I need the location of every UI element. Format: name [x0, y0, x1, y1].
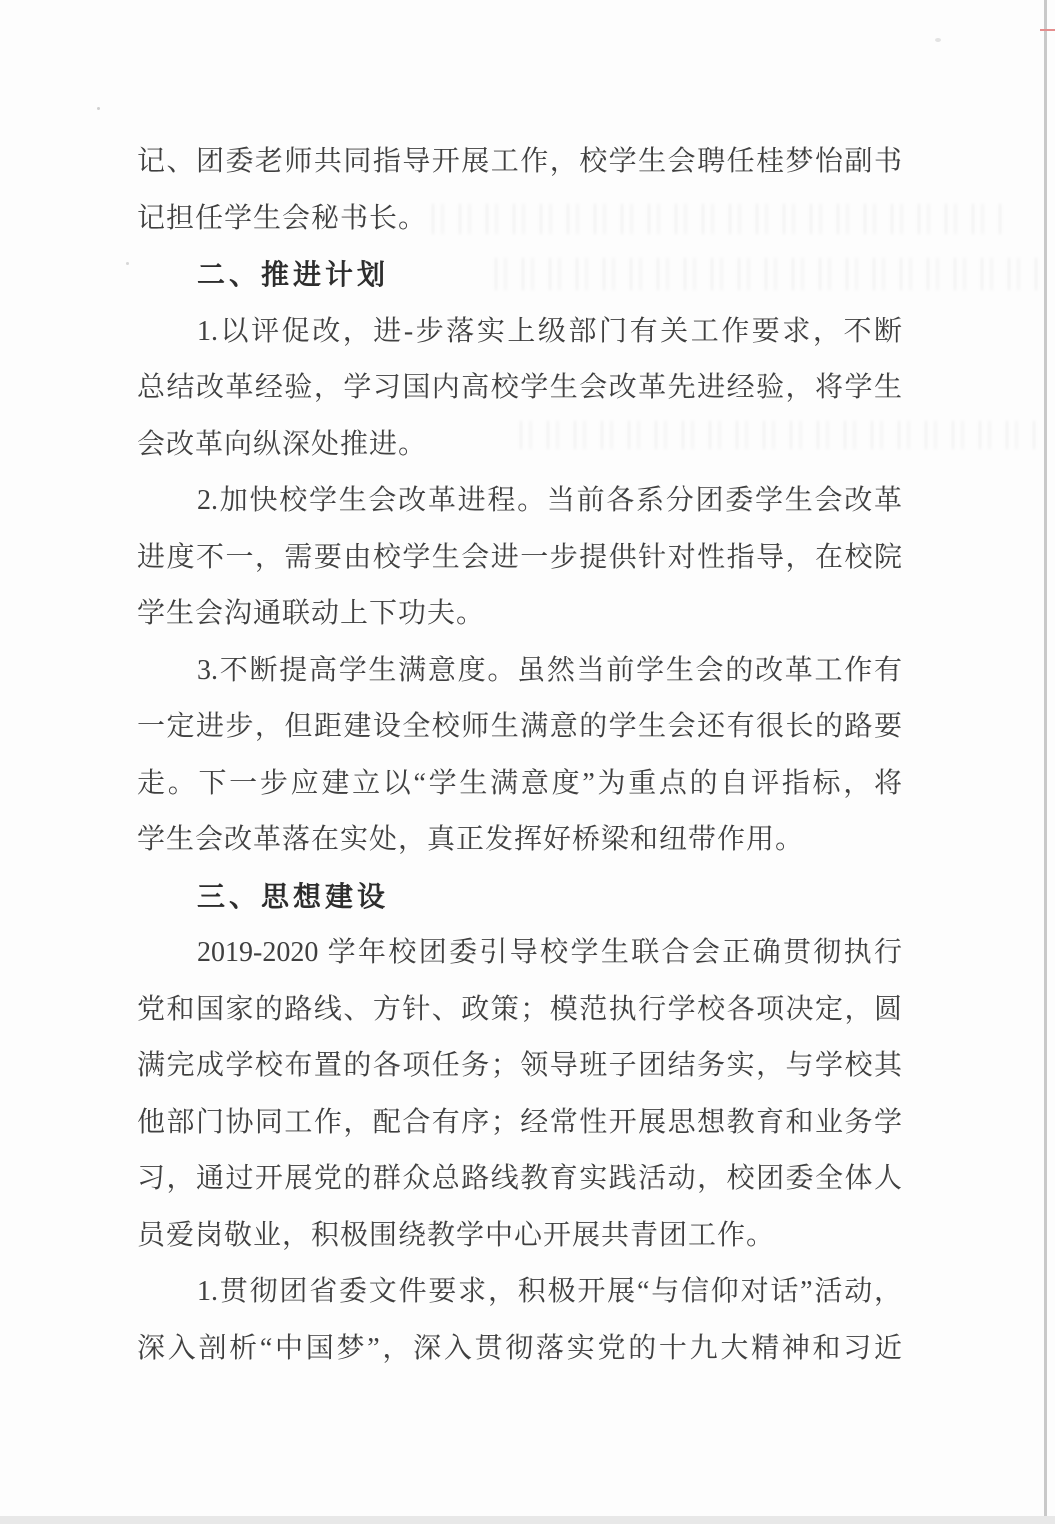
text-line: 二、推进计划 [197, 259, 390, 290]
text-line: 深入剖析“中国梦”，深入贯彻落实党的十九大精神和习近 [137, 1332, 902, 1364]
document-text-block [137, 134, 902, 1377]
text-line: 学生会改革落在实处，真正发挥好桥梁和纽带作用。 [137, 824, 805, 855]
text-line: 三、思想建设 [197, 880, 390, 912]
scan-speck [126, 262, 129, 265]
text-line: 党和国家的路线、方针、政策；模范执行学校各项决定，圆 [137, 993, 902, 1025]
scanner-bottom-edge [0, 1516, 1055, 1524]
text-line: 3.不断提高学生满意度。虽然当前学生会的改革工作有 [197, 654, 902, 686]
text-line: 满完成学校布置的各项任务；领导班子团结务实，与学校其 [137, 1050, 902, 1081]
text-line: 2019-2020 学年校团委引导校学生联合会正确贯彻执行 [197, 937, 902, 968]
text-line: 总结改革经验，学习国内高校学生会改革先进经验，将学生 [137, 372, 902, 403]
red-scan-artifact [1040, 29, 1055, 31]
scanner-edge-line [1044, 0, 1047, 1524]
scan-speck [97, 107, 100, 110]
text-line: 一定进步，但距建设全校师生满意的学生会还有很长的路要 [137, 711, 902, 742]
scan-speck [935, 38, 941, 42]
bleed-through-text [495, 258, 1040, 290]
text-line: 学生会沟通联动上下功夫。 [137, 598, 486, 629]
text-line: 会改革向纵深处推进。 [137, 428, 428, 460]
text-line: 习，通过开展党的群众总路线教育实践活动，校团委全体人 [137, 1163, 902, 1194]
text-line: 员爱岗敬业，积极围绕教学中心开展共青团工作。 [137, 1219, 776, 1251]
text-line: 1.贯彻团省委文件要求，积极开展“与信仰对话”活动， [197, 1276, 902, 1307]
bleed-through-text [432, 204, 1007, 234]
text-line: 走。下一步应建立以“学生满意度”为重点的自评指标，将 [137, 767, 902, 799]
text-line: 他部门协同工作，配合有序；经常性开展思想教育和业务学 [137, 1106, 902, 1138]
bleed-through-text [520, 421, 1040, 449]
text-line: 1.以评促改，进-步落实上级部门有关工作要求，不断 [197, 315, 902, 347]
text-line: 记担任学生会秘书长。 [137, 202, 428, 234]
text-line: 记、团委老师共同指导开展工作，校学生会聘任桂梦怡副书 [137, 146, 902, 177]
text-line: 进度不一，需要由校学生会进一步提供针对性指导，在校院 [137, 541, 902, 573]
text-line: 2.加快校学生会改革进程。当前各系分团委学生会改革 [197, 485, 902, 516]
